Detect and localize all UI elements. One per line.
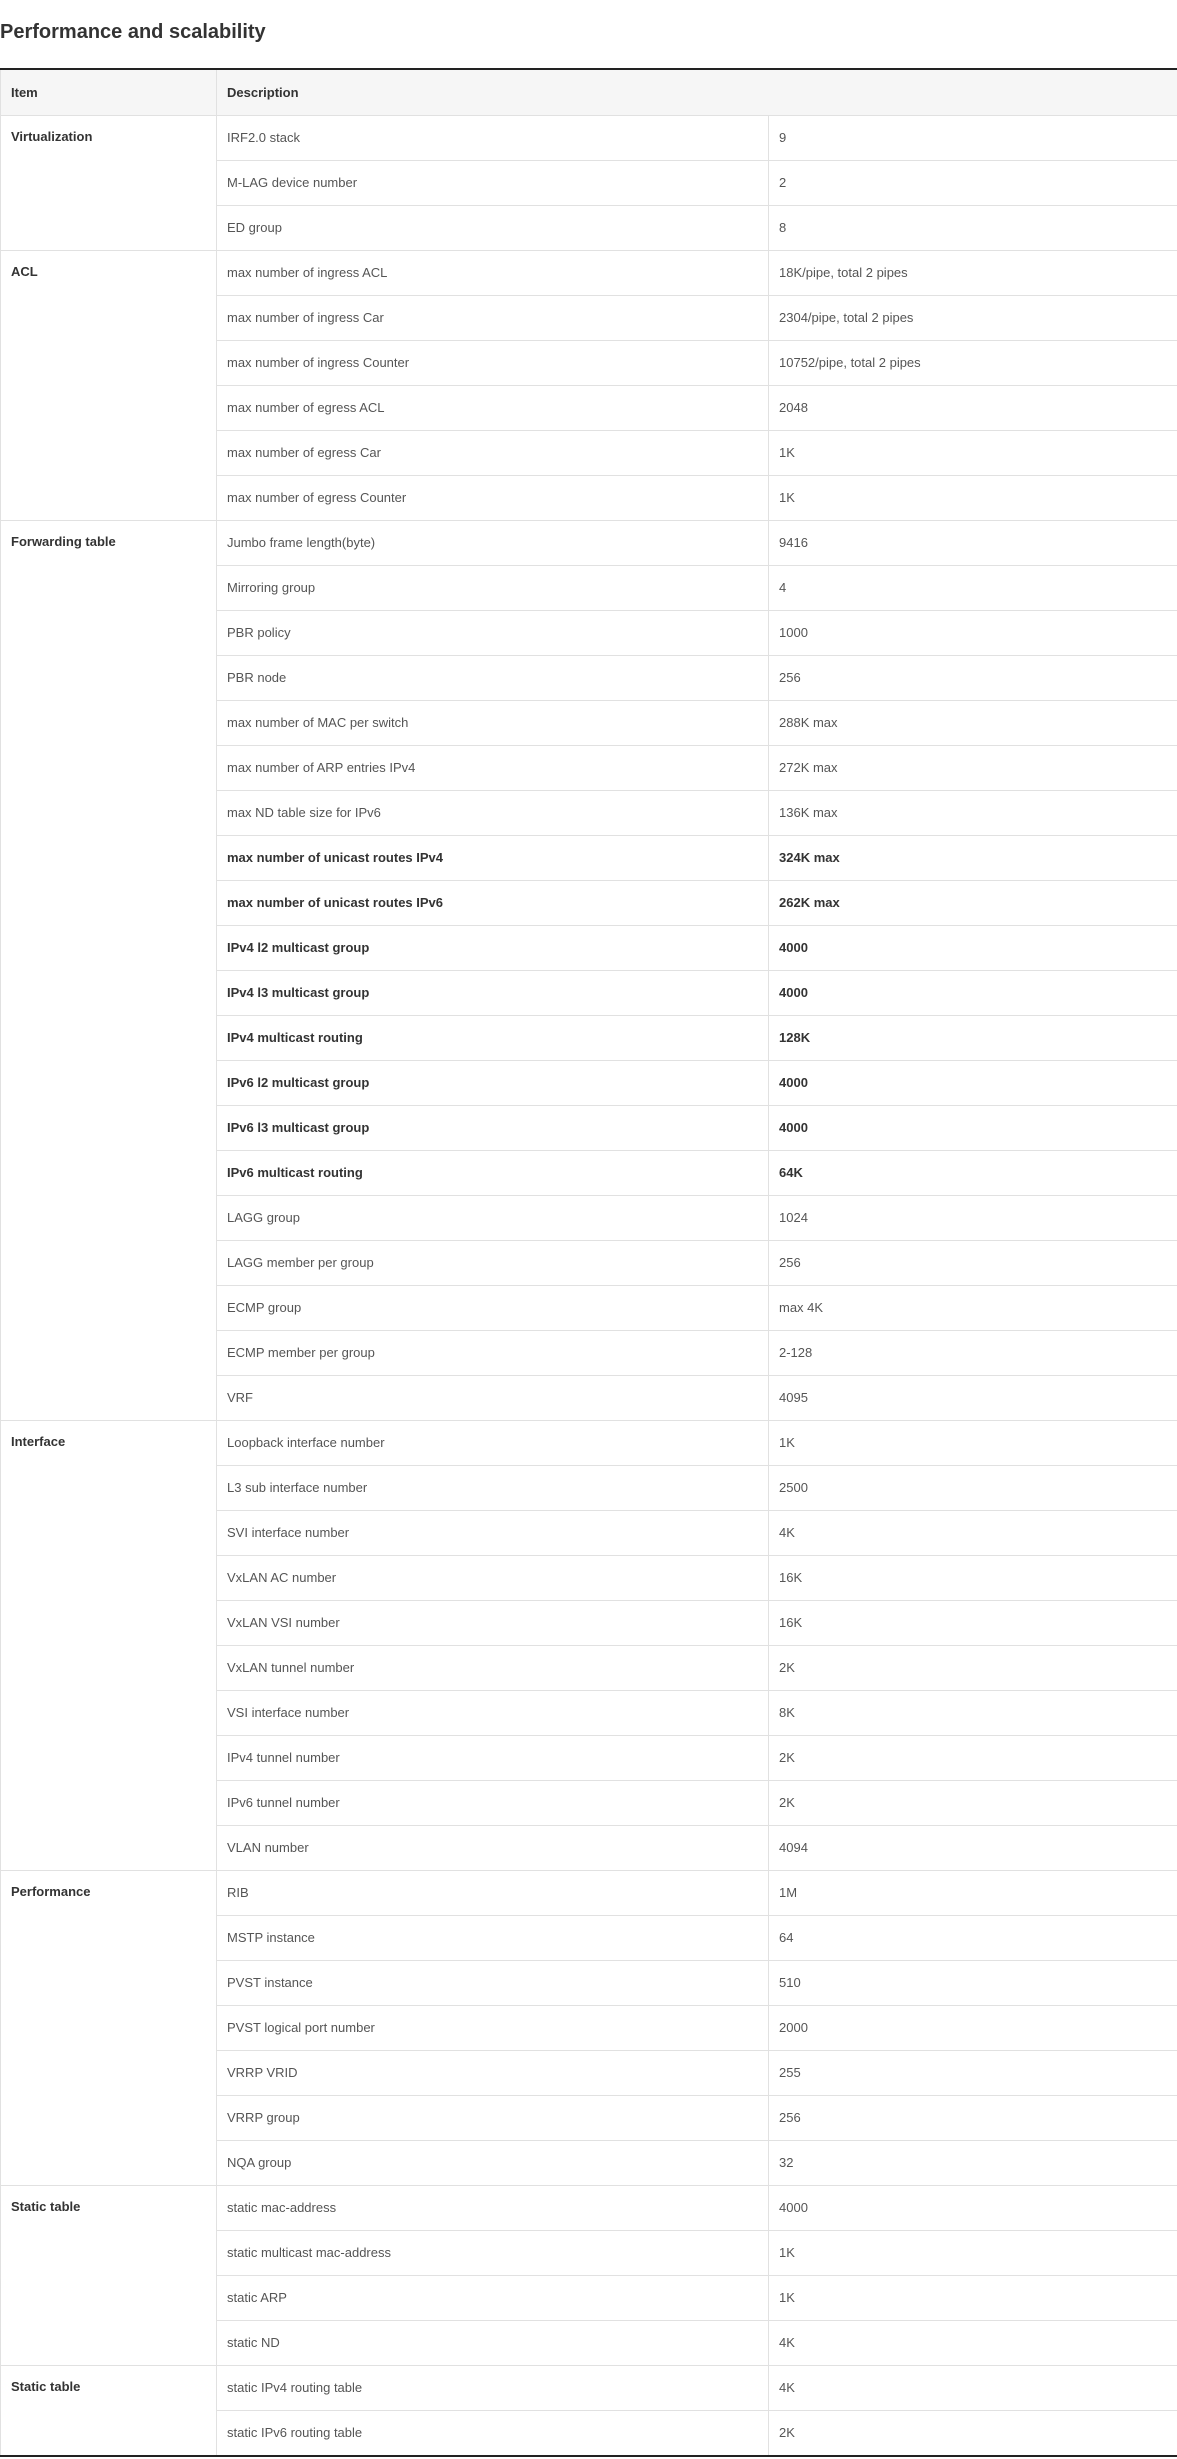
row-description: M-LAG device number xyxy=(217,161,769,206)
row-value: 1M xyxy=(769,1871,1177,1916)
row-value: 256 xyxy=(769,2096,1177,2141)
row-description: static ARP xyxy=(217,2276,769,2321)
row-description: ED group xyxy=(217,206,769,251)
row-description: IPv6 l3 multicast group xyxy=(217,1106,769,1151)
row-description: PBR policy xyxy=(217,611,769,656)
row-description: VRF xyxy=(217,1376,769,1421)
group-label: Performance xyxy=(1,1871,217,2186)
row-value: 4000 xyxy=(769,926,1177,971)
row-value: 255 xyxy=(769,2051,1177,2096)
row-value: 1K xyxy=(769,2231,1177,2276)
row-value: 2048 xyxy=(769,386,1177,431)
table-body xyxy=(1,116,1177,2457)
row-description: PVST logical port number xyxy=(217,2006,769,2051)
row-value: 9 xyxy=(769,116,1177,161)
row-description: PBR node xyxy=(217,656,769,701)
page-title: Performance and scalability xyxy=(0,21,266,43)
row-value: 1K xyxy=(769,1421,1177,1466)
row-value: 4095 xyxy=(769,1376,1177,1421)
row-value: 2-128 xyxy=(769,1331,1177,1376)
row-description: static multicast mac-address xyxy=(217,2231,769,2276)
row-description: IPv6 tunnel number xyxy=(217,1781,769,1826)
row-description: max number of ARP entries IPv4 xyxy=(217,746,769,791)
row-description: L3 sub interface number xyxy=(217,1466,769,1511)
row-value: 1K xyxy=(769,476,1177,521)
row-description: IPv4 tunnel number xyxy=(217,1736,769,1781)
group-label: Static table xyxy=(1,2366,217,2457)
row-value: 4K xyxy=(769,2321,1177,2366)
row-value: 262K max xyxy=(769,881,1177,926)
group-label: Interface xyxy=(1,1421,217,1871)
table-row xyxy=(1,2366,1177,2411)
row-value: 4 xyxy=(769,566,1177,611)
row-value: 32 xyxy=(769,2141,1177,2186)
group-label: Forwarding table xyxy=(1,521,217,1421)
row-description: max number of ingress Counter xyxy=(217,341,769,386)
row-description: static IPv6 routing table xyxy=(217,2411,769,2457)
row-description: IRF2.0 stack xyxy=(217,116,769,161)
row-description: IPv6 multicast routing xyxy=(217,1151,769,1196)
row-description: IPv4 l2 multicast group xyxy=(217,926,769,971)
row-description: max number of unicast routes IPv6 xyxy=(217,881,769,926)
row-value: 288K max xyxy=(769,701,1177,746)
table-row xyxy=(1,116,1177,161)
group-label: ACL xyxy=(1,251,217,521)
row-description: SVI interface number xyxy=(217,1511,769,1556)
row-value: 8K xyxy=(769,1691,1177,1736)
group-label: Static table xyxy=(1,2186,217,2366)
row-value: 2000 xyxy=(769,2006,1177,2051)
row-description: PVST instance xyxy=(217,1961,769,2006)
row-value: 1024 xyxy=(769,1196,1177,1241)
row-value: 10752/pipe, total 2 pipes xyxy=(769,341,1177,386)
row-value: 16K xyxy=(769,1556,1177,1601)
row-value: 4K xyxy=(769,2366,1177,2411)
row-value: 136K max xyxy=(769,791,1177,836)
row-description: IPv4 multicast routing xyxy=(217,1016,769,1061)
row-value: 1K xyxy=(769,431,1177,476)
row-value: 128K xyxy=(769,1016,1177,1061)
row-value: 1000 xyxy=(769,611,1177,656)
group-label: Virtualization xyxy=(1,116,217,251)
row-value: 510 xyxy=(769,1961,1177,2006)
row-value: 2 xyxy=(769,161,1177,206)
row-value: 256 xyxy=(769,1241,1177,1286)
row-description: static mac-address xyxy=(217,2186,769,2231)
row-description: max number of egress ACL xyxy=(217,386,769,431)
row-description: VLAN number xyxy=(217,1826,769,1871)
row-description: VxLAN tunnel number xyxy=(217,1646,769,1691)
row-description: max number of ingress Car xyxy=(217,296,769,341)
row-description: VxLAN AC number xyxy=(217,1556,769,1601)
row-value: 64 xyxy=(769,1916,1177,1961)
row-description: VxLAN VSI number xyxy=(217,1601,769,1646)
row-value: 64K xyxy=(769,1151,1177,1196)
row-value: 2K xyxy=(769,1736,1177,1781)
header-item: Item xyxy=(1,69,217,116)
row-description: MSTP instance xyxy=(217,1916,769,1961)
row-description: VRRP group xyxy=(217,2096,769,2141)
row-value: 2500 xyxy=(769,1466,1177,1511)
table-header-row xyxy=(1,69,1177,116)
table-row xyxy=(1,1421,1177,1466)
row-description: LAGG member per group xyxy=(217,1241,769,1286)
row-description: ECMP member per group xyxy=(217,1331,769,1376)
row-value: 2304/pipe, total 2 pipes xyxy=(769,296,1177,341)
row-description: max number of ingress ACL xyxy=(217,251,769,296)
row-value: 9416 xyxy=(769,521,1177,566)
row-value: 1K xyxy=(769,2276,1177,2321)
row-value: max 4K xyxy=(769,1286,1177,1331)
performance-table xyxy=(0,68,1177,2457)
table-row xyxy=(1,2186,1177,2231)
row-description: static IPv4 routing table xyxy=(217,2366,769,2411)
row-description: Mirroring group xyxy=(217,566,769,611)
row-description: VSI interface number xyxy=(217,1691,769,1736)
row-value: 18K/pipe, total 2 pipes xyxy=(769,251,1177,296)
row-description: IPv6 l2 multicast group xyxy=(217,1061,769,1106)
row-description: LAGG group xyxy=(217,1196,769,1241)
row-value: 272K max xyxy=(769,746,1177,791)
row-value: 324K max xyxy=(769,836,1177,881)
row-value: 4094 xyxy=(769,1826,1177,1871)
row-value: 4000 xyxy=(769,1106,1177,1151)
row-value: 4000 xyxy=(769,1061,1177,1106)
row-description: max number of egress Car xyxy=(217,431,769,476)
row-description: max number of unicast routes IPv4 xyxy=(217,836,769,881)
row-description: NQA group xyxy=(217,2141,769,2186)
row-value: 16K xyxy=(769,1601,1177,1646)
row-description: RIB xyxy=(217,1871,769,1916)
row-description: IPv4 l3 multicast group xyxy=(217,971,769,1016)
row-description: max ND table size for IPv6 xyxy=(217,791,769,836)
row-description: Loopback interface number xyxy=(217,1421,769,1466)
table-row xyxy=(1,251,1177,296)
row-value: 4K xyxy=(769,1511,1177,1556)
table-row xyxy=(1,521,1177,566)
row-description: VRRP VRID xyxy=(217,2051,769,2096)
table-row xyxy=(1,1871,1177,1916)
row-description: max number of MAC per switch xyxy=(217,701,769,746)
header-description: Description xyxy=(217,69,1177,116)
row-description: Jumbo frame length(byte) xyxy=(217,521,769,566)
row-description: ECMP group xyxy=(217,1286,769,1331)
row-value: 4000 xyxy=(769,971,1177,1016)
row-value: 4000 xyxy=(769,2186,1177,2231)
row-description: static ND xyxy=(217,2321,769,2366)
row-value: 2K xyxy=(769,1646,1177,1691)
row-value: 2K xyxy=(769,1781,1177,1826)
row-value: 8 xyxy=(769,206,1177,251)
row-value: 2K xyxy=(769,2411,1177,2457)
row-description: max number of egress Counter xyxy=(217,476,769,521)
row-value: 256 xyxy=(769,656,1177,701)
